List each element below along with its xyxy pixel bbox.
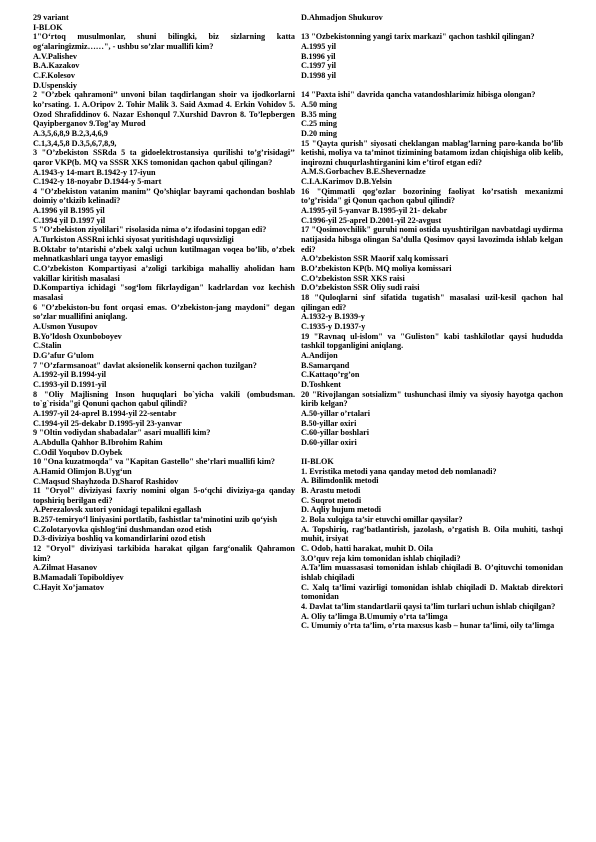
text-line: B.A.Kazakov xyxy=(33,61,80,71)
text-line: A.1943-y 14-mart B.1942-y 17-iyun xyxy=(33,167,156,177)
text-line: D.Uspenskiy xyxy=(33,80,77,90)
text-line: 13 "Ozbekistonning yangi tarix markazi" qachon tashkil qilingan? xyxy=(301,32,535,42)
text-line: II-BLOK xyxy=(301,457,334,467)
text-line: C.1993-yil D.1991-yil xyxy=(33,379,107,389)
text-line: A.1992-yil B.1994-yil xyxy=(33,370,107,380)
text-line: C.1994-yil 25-dekabr D.1995-yil 23-yanvar xyxy=(33,418,182,428)
text-line: A.1997-yil 24-aprel B.1994-yil 22-sentabr xyxy=(33,408,177,418)
text-line: C.1996-yil 25-aprel D.2001-yil 22-avgust xyxy=(301,215,442,225)
text-line: A.1995-yil 5-yanvar B.1995-yil 21- dekabr xyxy=(301,206,448,216)
text-line: 8 "Oliy Majlisning Inson huquqlari bo`yicha vakili (ombudsman. to`g`risida"gi Qonuni qachon qabul qilindi? xyxy=(33,389,295,409)
text-line: 17 "Qosimovchilik" guruhi nomi ostida uyushtirilgan navbatdagi uydirma natijasida hibsga olingan Sa’dulla Qosimov qaysi lavozimda ishlab kelgan edi? xyxy=(301,225,563,254)
text-line: 4 "O’zbekiston vatanim manim’’ Qo’shiqlar bayrami qachondan boshlab doimiy o’tkizib kelinadi? xyxy=(33,186,295,206)
blank-line xyxy=(301,81,563,91)
text-line: 5 "O’zbekiston ziyolilari" risolasida nima o’z ifodasini topgan edi? xyxy=(33,225,267,235)
text-line: C.Stalin xyxy=(33,341,62,351)
text-line: C.O’zbekiston SSR XKS raisi xyxy=(301,273,405,283)
text-line: C.60-yillar boshlari xyxy=(301,428,370,438)
text-line: C. Suqrot metodi xyxy=(301,495,362,505)
text-line: A. Oliy ta’limga B.Umumiy o’rta ta’limga xyxy=(301,611,448,621)
text-line: A.50 ming xyxy=(301,99,337,109)
text-line: A. Topshiriq, rag’batlantirish, jazolash, o’rgatish B. Oila muhiti, tashqi muhit, irsiyat xyxy=(301,524,563,544)
text-line: A.1996 yil B.1995 yil xyxy=(33,206,105,216)
text-line: B.Samarqand xyxy=(301,360,350,370)
text-line: 3 "O’zbekiston SSRda 5 ta gidoelektrostansiya qurilishi to’g’risidagi’’ qaror VKP(b. MQ va SSSR XKS tomonidan qachon qabul qilingan? xyxy=(33,148,295,167)
text-line: C.F.Kolesov xyxy=(33,70,75,80)
text-line: C.1994 yil D.1997 yil xyxy=(33,215,106,225)
text-line: 2 "O’zbek qahramoni’’ unvoni bilan taqdirlangan shoir va ijodkorlarni ko’rsating. 1. A.Oripov 2. Tohir Malik 3. Said Axmad 4. Erkin Vohidov 5. Ozod Shrafiddinov 6. Nazar Eshonqul 7.Xurshid Davron 8. To’lepbergen Qayipberganov 9.Tog’ay Murod xyxy=(33,90,295,129)
text-line: A.O’zbekiston SSR Maorif xalq komissari xyxy=(301,254,449,264)
text-line: B.O’zbekiston KP(b. MQ moliya komissari xyxy=(301,264,452,274)
text-line: D.20 ming xyxy=(301,128,337,138)
text-line: D.O’zbekiston SSR Oliy sudi raisi xyxy=(301,283,420,293)
text-line: C.1,3,4,5,8 D.3,5,6,7,8,9, xyxy=(33,138,117,148)
text-line: B.Oktabr to’ntarishi o’zbek xalqi uchun kutilmagan voqea bo’lib, o’zbek mehnatkashlari unga tayyor emasligi xyxy=(33,244,295,264)
text-line: C.Odil Yoqubov D.Oybek xyxy=(33,447,123,457)
text-line: C.1942-y 18-noyabr D.1944-y 5-mart xyxy=(33,177,162,187)
text-line: A. Bilimdonlik metodi xyxy=(301,476,379,486)
left-column xyxy=(33,13,295,592)
text-line: C.Hayit Xo’jamatov xyxy=(33,582,104,592)
text-line: A.3,5,6,8,9 B.2,3,4,6,9 xyxy=(33,128,108,138)
text-line: B.35 ming xyxy=(301,109,337,119)
text-line: C.O’zbekiston Kompartiyasi a’zoligi tarkibiga mahalliy aholidan ham vakillar kiritish masalasi xyxy=(33,264,295,283)
text-line: D.3-diviziya boshliq va komandirlarini ozod etish xyxy=(33,534,206,544)
text-line: 2. Bola xulqiga ta’sir etuvchi omillar qaysilar? xyxy=(301,515,463,525)
text-line: B.1996 yil xyxy=(301,51,336,61)
text-line: A.Zilmat Hasanov xyxy=(33,563,98,573)
text-line: B.50-yillar oxiri xyxy=(301,418,357,428)
text-line: 1. Evristika metodi yana qanday metod deb nomlanadi? xyxy=(301,466,497,476)
text-line: A.M.S.Gorbachev B.E.Shevernadze xyxy=(301,167,426,177)
text-line: D.G’afur G’ulom xyxy=(33,350,94,360)
text-line: B.Yo’ldosh Oxunboboyev xyxy=(33,331,122,341)
text-line: B.Mamadali Topiboldiyev xyxy=(33,573,124,583)
text-line: 15 "Qayta qurish" siyosati cheklangan mablag’larning paro-kanda bo’lib ketishi, moliya va ta’minot tizimining batamom izdan chiqishiga olib kelib, inqirozni chuqurlashtirganini kim e’tirof etgan edi? xyxy=(301,138,563,167)
text-line: A.Ta’lim muassasasi tomonidan ishlab chiqiladi B. O’qituvchi tomonidan ishlab chiqiladi xyxy=(301,563,563,583)
text-line: 12 "Oryol" diviziyasi tarkibida harakat qilgan farg‘onalik Qahramon kim? xyxy=(33,544,295,563)
text-line: 1"O‘rtoq musulmonlar, shuni bilingki, biz sizlarning katta og‘alaringizmiz……", - ushbu so’zlar muallifi kim? xyxy=(33,32,295,51)
text-line: 14 "Paxta ishi" davrida qancha vatandoshlarimiz hibisga olongan? xyxy=(301,90,536,100)
right-column xyxy=(301,13,563,631)
text-line: 20 "Rivojlangan sotsializm" tushunchasi ilmiy va siyosiy hayotga qachon kirib kelgan? xyxy=(301,389,563,409)
text-line: 29 variant xyxy=(33,13,69,22)
text-line: 3.O’quv reja kim tomonidan ishlab chiqiladi? xyxy=(301,553,461,563)
text-line: A.50-yillar o’rtalari xyxy=(301,408,370,418)
text-line: D.Toshkent xyxy=(301,379,341,389)
text-line: 10 "Ona kuzatmoqda" va "Kapitan Gastello" she’rlari muallifi kim? xyxy=(33,457,275,467)
text-line: A.1932-y B.1939-y xyxy=(301,312,365,322)
text-line: C.I.A.Karimov D.B.Yelsin xyxy=(301,177,392,187)
text-line: C. Xalq ta’limi vazirligi tomonidan ishlab chiqiladi D. Maktab direktori tomonidan xyxy=(301,582,563,602)
text-line: B.257-temiryo‘l liniyasini portlatib, fashistlar ta’minotini uzib qo‘yish xyxy=(33,515,278,525)
text-line: 9 "Oltin vodiydan shabadalar" asari muallifi kim? xyxy=(33,428,211,438)
text-line: 18 "Quloqlarni sinf sifatida tugatish" masalasi uzil-kesil qachon hal qilingan edi? xyxy=(301,293,563,312)
text-line: I-BLOK xyxy=(33,22,63,32)
text-line: C. Odob, hatti harakat, muhit D. Oila xyxy=(301,544,433,554)
blank-line xyxy=(301,23,563,33)
text-line: A.Perezalovsk xutori yonidagi tepalikni egallash xyxy=(33,505,202,515)
text-line: C.Zolotaryovka qishlog‘ini dushmandan ozod etish xyxy=(33,524,212,534)
text-line: 16 "Qimmatli qog’ozlar bozorining faoliyat ko’rsatish mexanizmi to’g’risida" gi Qonun qachon qabul qilindi? xyxy=(301,186,563,206)
text-line: C.1935-y D.1937-y xyxy=(301,321,366,331)
text-line: 11 "Oryol" diviziyasi faxriy nomini olgan 5-o‘qchi diviziya-ga qanday topshiriq berilgan edi? xyxy=(33,486,295,505)
text-line: D. Aqliy hujum metodi xyxy=(301,505,382,515)
text-line: B. Arastu metodi xyxy=(301,486,361,496)
text-line: A.Hamid Olimjon B.Uyg‘un xyxy=(33,466,132,476)
text-line: A.V.Palishev xyxy=(33,51,77,61)
text-line: 7 "O’zfarmsanoat" davlat aksionelik konserni qachon tuzilgan? xyxy=(33,360,257,370)
text-line: 19 "Ravnaq ul-islom" va "Guliston" kabi tashkilotlar qaysi hududda tashkil topganligini aniqlang. xyxy=(301,331,563,351)
text-line: D.1998 yil xyxy=(301,70,337,80)
text-line: A.Turkiston ASSRni ichki siyosat yuritishdagi uquvsizligi xyxy=(33,235,234,245)
text-line: A.1995 yil xyxy=(301,41,337,51)
text-line: 6 "O’zbekiston-bu font orqasi emas. O’zbekiston-jang maydoni" degan so’zlar muallifini aniqlang. xyxy=(33,302,295,322)
text-line: D.Ahmadjon Shukurov xyxy=(301,13,383,22)
text-line: A.Andijon xyxy=(301,350,338,360)
text-line: C.1997 yil xyxy=(301,61,337,71)
text-line: A.Abdulla Qahhor B.Ibrohim Rahim xyxy=(33,437,163,447)
text-line: A.Usmon Yusupov xyxy=(33,322,98,331)
text-line: C.25 ming xyxy=(301,119,337,129)
text-line: C.Kattaqo’rg’on xyxy=(301,370,360,380)
text-line: D.Kompartiya ichidagi "sog‘lom fikrlaydigan" kadrlardan voz kechish masalasi xyxy=(33,283,295,303)
blank-line xyxy=(301,448,563,458)
text-line: C.Maqsud Shayhzoda D.Sharof Rashidov xyxy=(33,476,179,486)
text-line: C. Umumiy o’rta ta’lim, o’rta maxsus kasb – hunar ta’limi, oily ta’limga xyxy=(301,621,555,631)
text-line: 4. Davlat ta’lim standartlarii qaysi ta’lim turlari uchun ishlab chiqilgan? xyxy=(301,601,556,611)
text-line: D.60-yillar oxiri xyxy=(301,437,357,447)
